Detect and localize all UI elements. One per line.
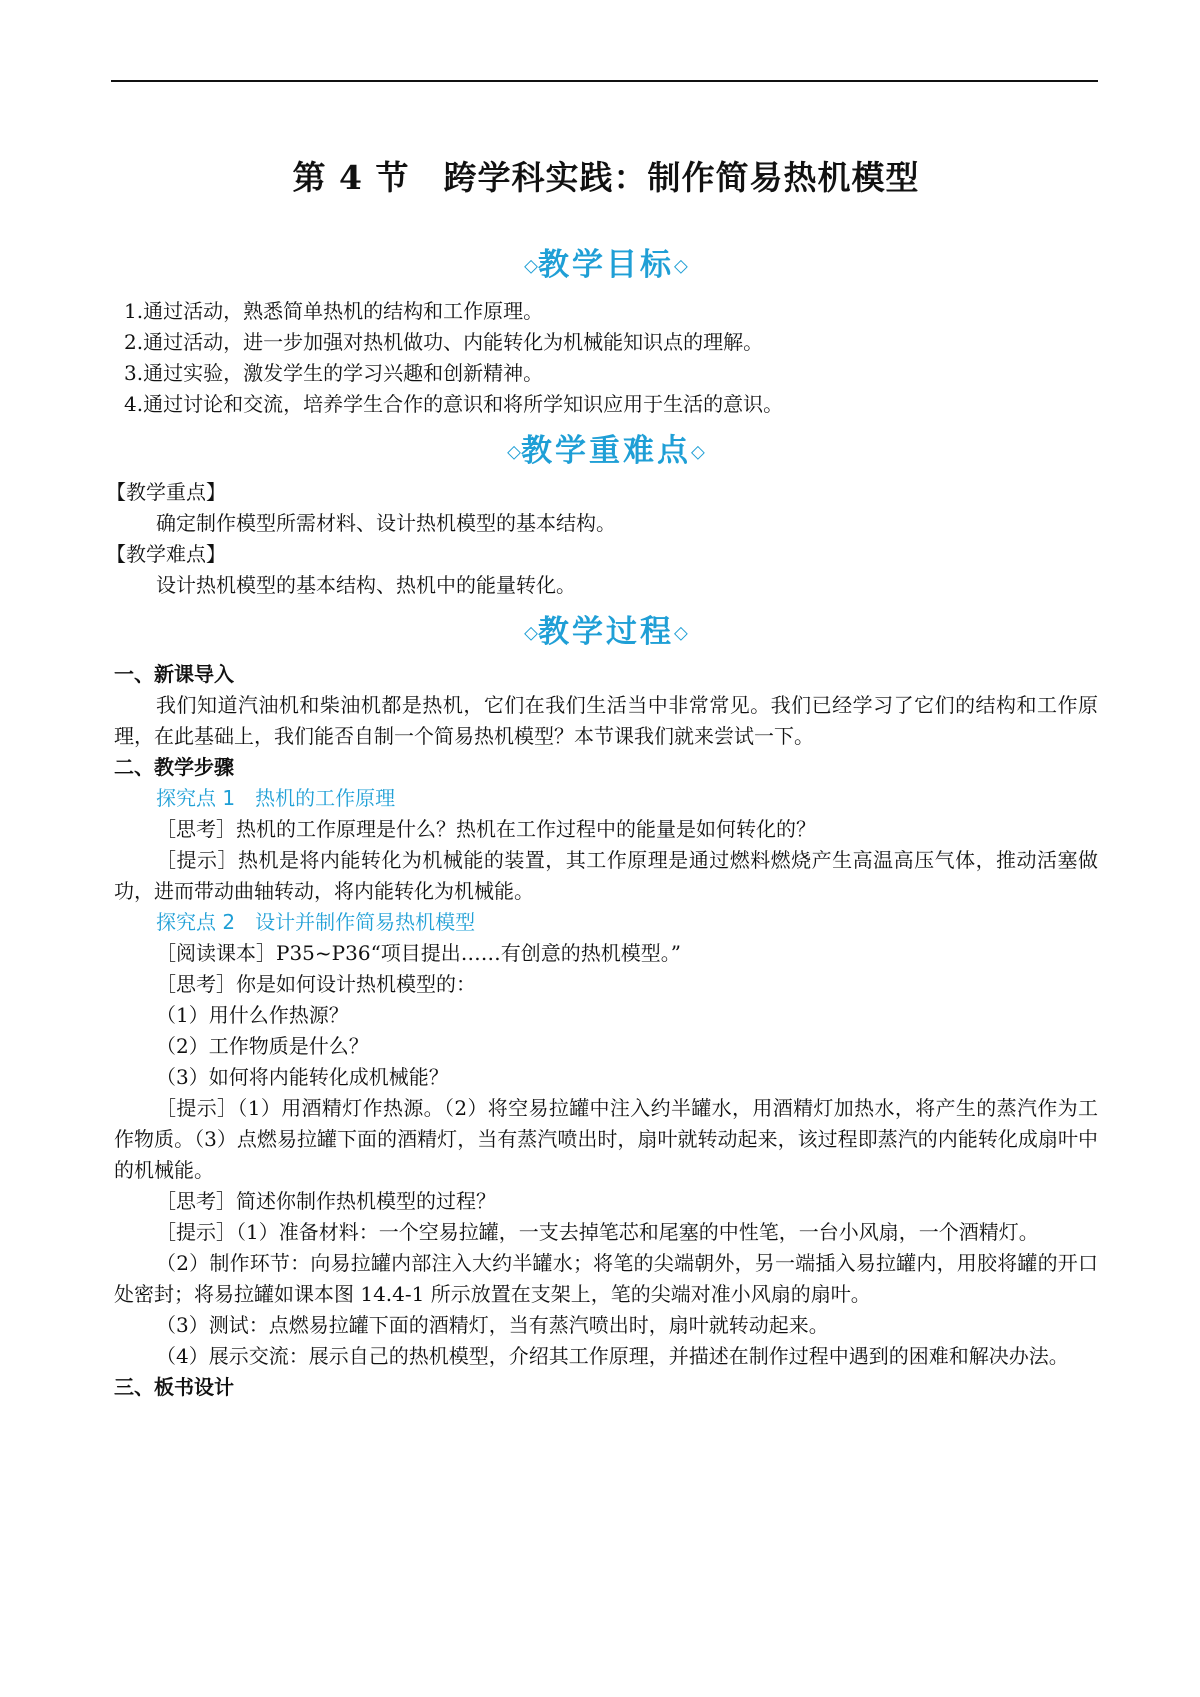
section-heading-process: ◇教学过程◇ <box>524 614 688 650</box>
hint-tag: ［提示］ <box>156 1219 236 1244</box>
hint-paragraph: ［提示］热机是将内能转化为机械能的装置，其工作原理是通过燃料燃烧产生高温高压气体，推动活塞做功，进而带动曲轴转动，将内能转化为机械能。 <box>114 847 1099 903</box>
diamond-icon: ◇ <box>524 622 538 644</box>
difficult-point-label: 【教学难点】 <box>106 542 226 566</box>
objective-item: 4.通过讨论和交流，培养学生合作的意识和将所学知识应用于生活的意识。 <box>124 391 784 416</box>
section-heading-objectives: ◇教学目标◇ <box>524 247 688 283</box>
key-point-text: 确定制作模型所需材料、设计热机模型的基本结构。 <box>156 511 616 535</box>
think-paragraph: ［思考］你是如何设计热机模型的： <box>156 971 476 996</box>
diamond-icon: ◇ <box>524 255 538 277</box>
step-paragraph: （2）制作环节：向易拉罐内部注入大约半罐水；将笔的尖端朝外，另一端插入易拉罐内，用胶将罐的开口处密封；将易拉罐如课本图 14.4-1 所示放置在支架上，笔的尖端对准小风扇的扇叶。 <box>114 1250 1098 1306</box>
part-heading-steps: 二、教学步骤 <box>114 754 234 779</box>
difficult-point-text: 设计热机模型的基本结构、热机中的能量转化。 <box>156 573 576 597</box>
think-paragraph: ［思考］简述你制作热机模型的过程？ <box>156 1188 496 1213</box>
explore-point-1: 探究点 1 热机的工作原理 <box>156 785 396 810</box>
header-rule <box>111 80 1098 82</box>
intro-paragraph: 我们知道汽油机和柴油机都是热机，它们在我们生活当中非常常见。我们已经学习了它们的结构和工作原理，在此基础上，我们能否自制一个简易热机模型？本节课我们就来尝试一下。 <box>114 692 1098 748</box>
diamond-icon: ◇ <box>691 441 705 462</box>
hint-paragraph: ［提示］（1）用酒精灯作热源。（2）将空易拉罐中注入约半罐水，用酒精灯加热水，将产生的蒸汽作为工作物质。（3）点燃易拉罐下面的酒精灯，当有蒸汽喷出时，扇叶就转动起来，该过程即蒸汽的内能转化成扇叶中的机械能。 <box>114 1095 1099 1182</box>
think-tag: ［思考］ <box>156 816 236 841</box>
objective-item: 3.通过实验，激发学生的学习兴趣和创新精神。 <box>124 360 544 385</box>
explore-point-2: 探究点 2 设计并制作简易热机模型 <box>156 909 476 934</box>
part-heading-board: 三、板书设计 <box>114 1374 234 1399</box>
think-tag: ［思考］ <box>156 971 236 996</box>
hint-paragraph: ［提示］（1）准备材料：一个空易拉罐，一支去掉笔芯和尾塞的中性笔，一台小风扇，一个酒精灯。 <box>156 1219 1039 1244</box>
question-item: （3）如何将内能转化成机械能？ <box>156 1064 449 1089</box>
section-heading-keypoints: ◇教学重难点◇ <box>507 432 705 469</box>
diamond-icon: ◇ <box>507 441 521 462</box>
key-point-label: 【教学重点】 <box>106 480 226 504</box>
part-heading-intro: 一、新课导入 <box>114 661 234 686</box>
question-item: （1）用什么作热源？ <box>156 1002 349 1027</box>
read-paragraph: ［阅读课本］P35~P36“项目提出……有创意的热机模型。” <box>156 940 682 965</box>
step-paragraph: （4）展示交流：展示自己的热机模型，介绍其工作原理，并描述在制作过程中遇到的困难和解决办法。 <box>156 1343 1069 1368</box>
hint-tag: ［提示］ <box>156 847 238 872</box>
hint-tag: ［提示］ <box>156 1095 238 1120</box>
think-paragraph: ［思考］热机的工作原理是什么？热机在工作过程中的能量是如何转化的？ <box>156 816 816 841</box>
diamond-icon: ◇ <box>674 255 688 277</box>
read-tag: ［阅读课本］ <box>156 940 276 965</box>
step-paragraph: （3）测试：点燃易拉罐下面的酒精灯，当有蒸汽喷出时，扇叶就转动起来。 <box>156 1312 829 1337</box>
page-title: 第 4 节 跨学科实践：制作简易热机模型 <box>292 158 920 197</box>
question-item: （2）工作物质是什么？ <box>156 1033 369 1058</box>
document-body <box>106 150 1099 1403</box>
diamond-icon: ◇ <box>674 622 688 644</box>
objective-item: 1.通过活动，熟悉简单热机的结构和工作原理。 <box>124 298 544 323</box>
think-tag: ［思考］ <box>156 1188 236 1213</box>
objective-item: 2.通过活动，进一步加强对热机做功、内能转化为机械能知识点的理解。 <box>124 329 764 354</box>
